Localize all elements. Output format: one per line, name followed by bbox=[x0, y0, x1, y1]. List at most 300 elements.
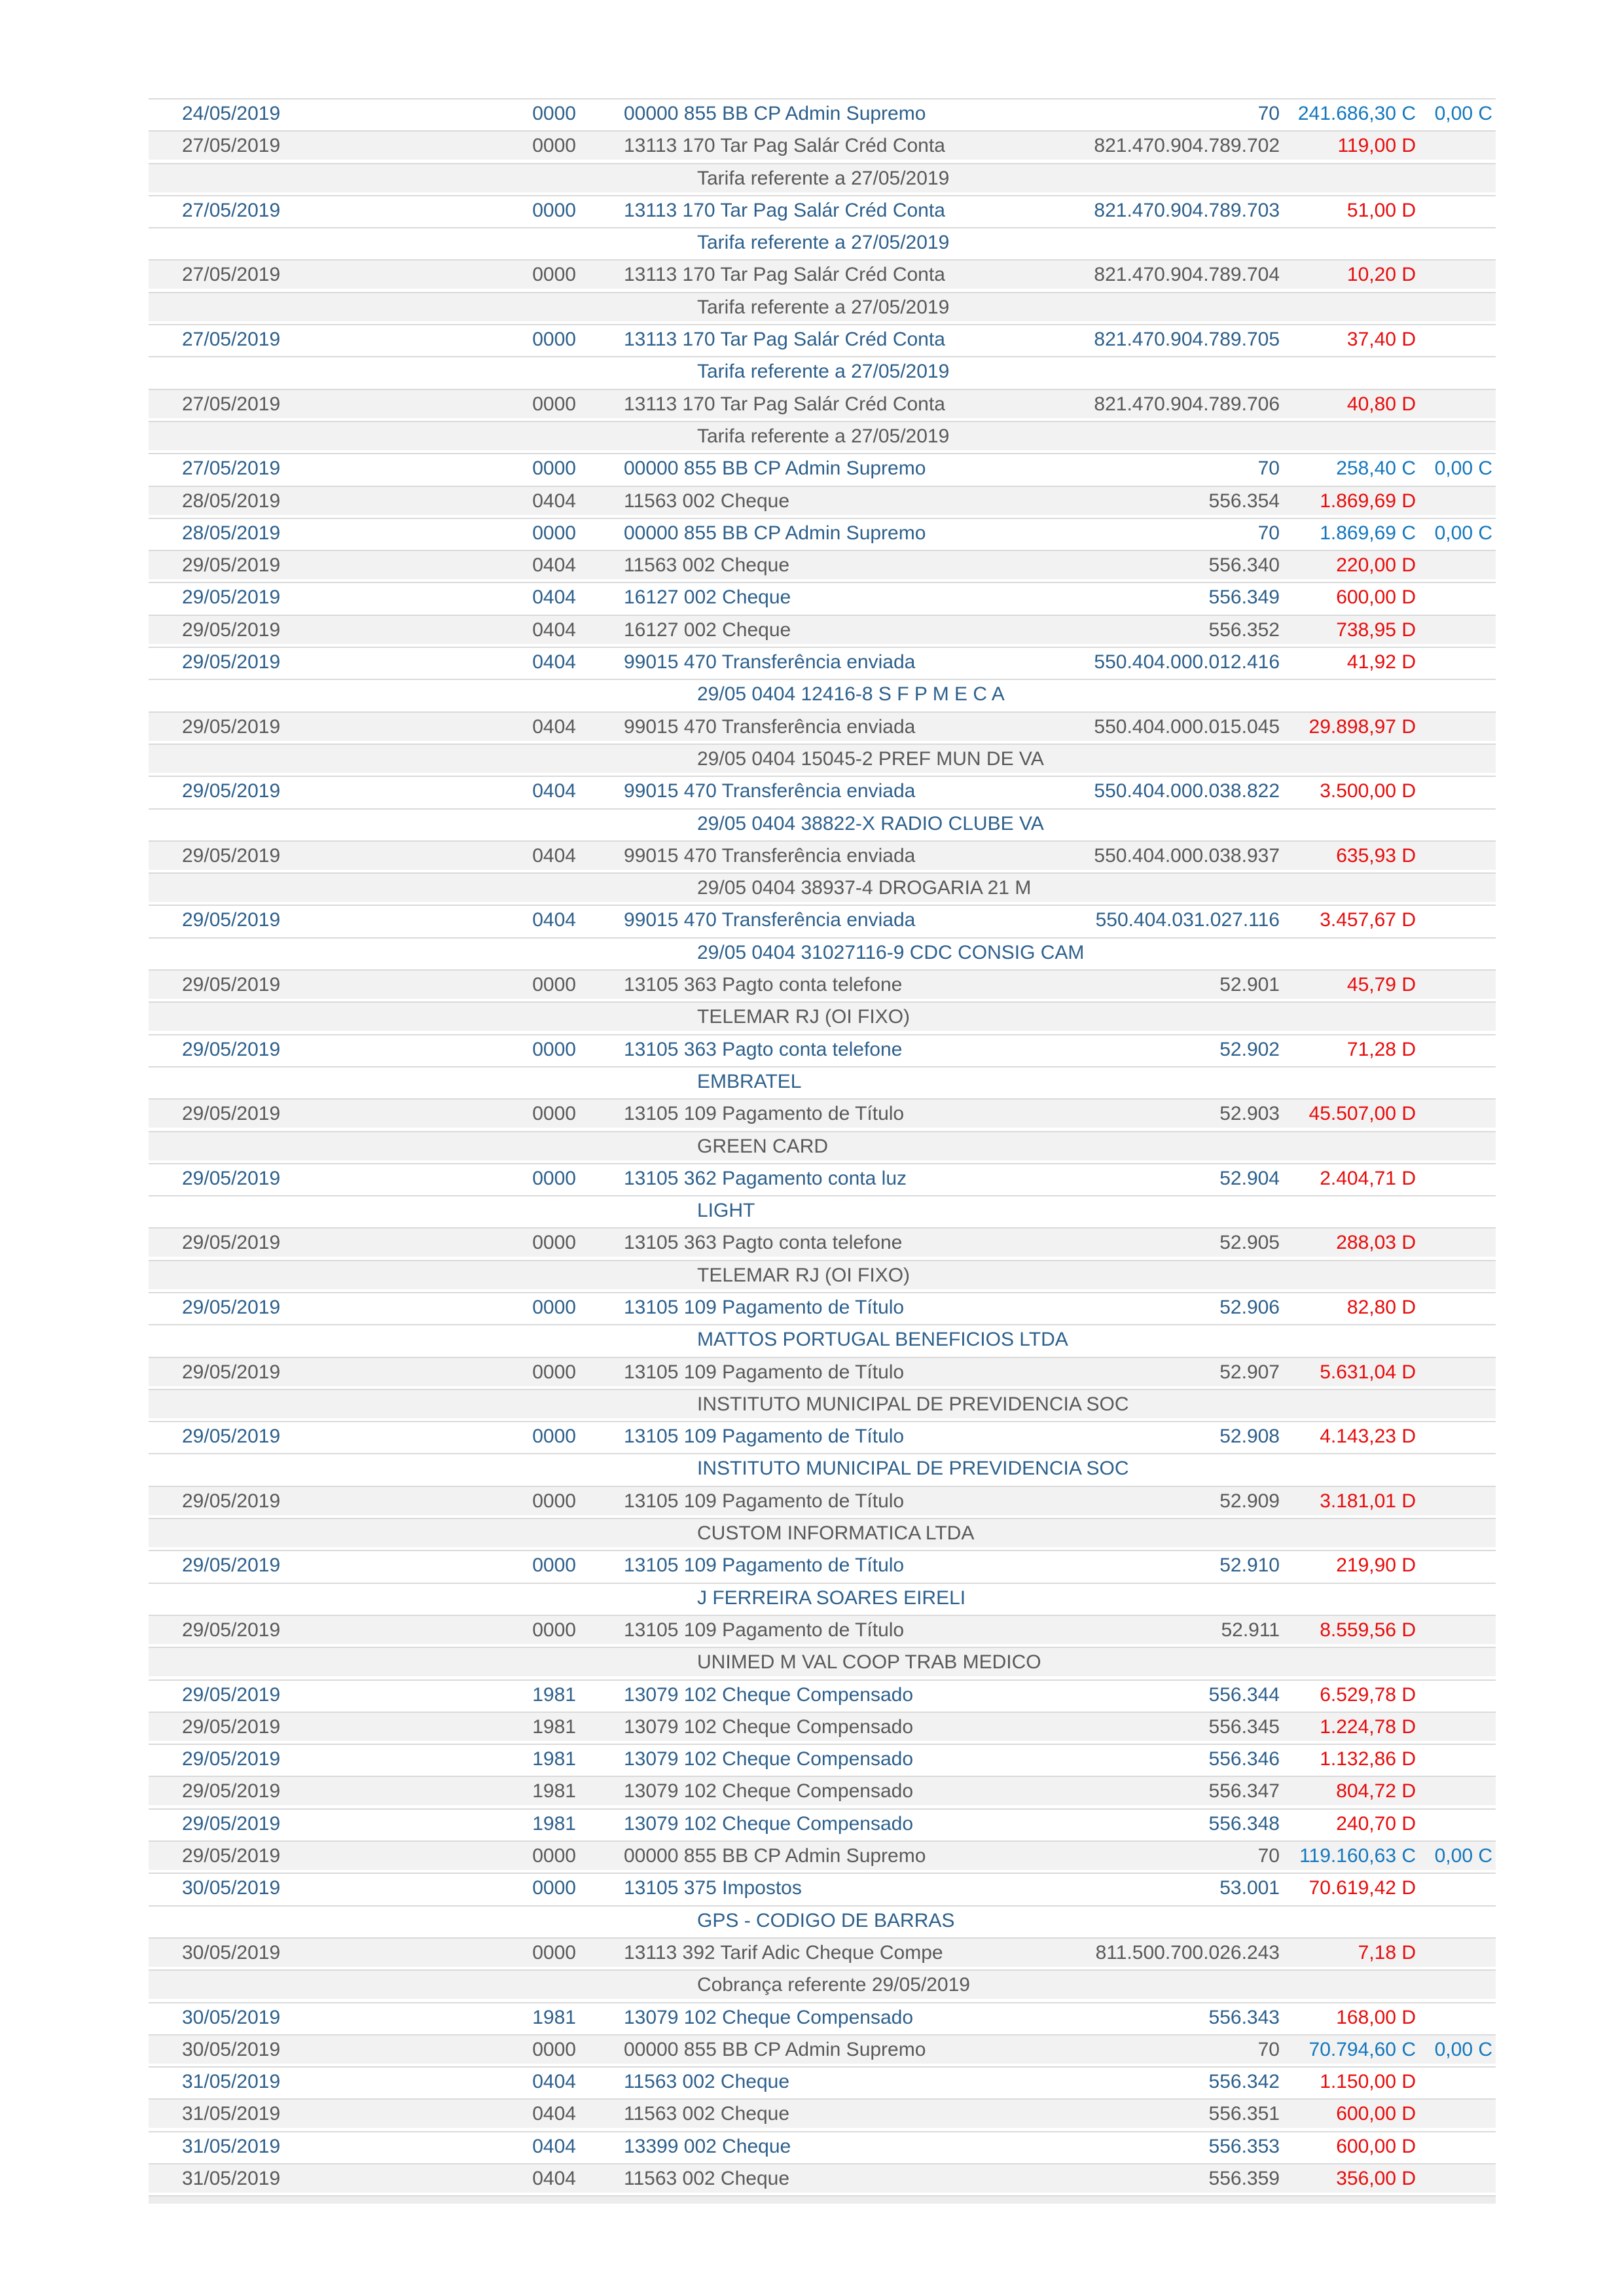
cell-agency: 0000 bbox=[532, 1877, 576, 1899]
cell-date: 29/05/2019 bbox=[182, 1038, 281, 1060]
cell-agency: 0000 bbox=[532, 1426, 576, 1448]
cell-amount: 70.794,60 C bbox=[1308, 2038, 1416, 2060]
cell-amount: 10,20 D bbox=[1346, 264, 1416, 286]
cell-history: 16127 002 Cheque bbox=[624, 586, 791, 609]
complement-row bbox=[149, 937, 1496, 967]
cell-history: 13105 362 Pagamento conta luz bbox=[624, 1167, 907, 1189]
transaction-row bbox=[149, 2002, 1496, 2032]
complement-row bbox=[149, 1647, 1496, 1676]
cell-complement: MATTOS PORTUGAL BENEFICIOS LTDA bbox=[697, 1329, 1068, 1351]
cell-document: 556.345 bbox=[1208, 1715, 1280, 1738]
cell-amount: 45.507,00 D bbox=[1308, 1103, 1416, 1125]
cell-history: 13105 109 Pagamento de Título bbox=[624, 1619, 905, 1641]
cell-agency: 0000 bbox=[532, 103, 576, 124]
cell-amount: 220,00 D bbox=[1336, 554, 1416, 577]
transaction-row bbox=[149, 905, 1496, 934]
cell-date: 29/05/2019 bbox=[182, 1232, 281, 1254]
cell-history: 13105 109 Pagamento de Título bbox=[624, 1490, 905, 1512]
cell-document: 52.904 bbox=[1219, 1167, 1280, 1189]
cell-amount: 119,00 D bbox=[1337, 135, 1416, 157]
cell-document: 556.344 bbox=[1208, 1683, 1280, 1706]
cell-date: 29/05/2019 bbox=[182, 844, 281, 867]
cell-complement: 29/05 0404 38822-X RADIO CLUBE VA bbox=[697, 812, 1044, 834]
cell-amount: 8.559,56 D bbox=[1320, 1619, 1416, 1641]
cell-date: 31/05/2019 bbox=[182, 2103, 281, 2125]
cell-document: 556.352 bbox=[1208, 619, 1280, 641]
cell-document: 556.353 bbox=[1208, 2135, 1280, 2157]
cell-agency: 0000 bbox=[532, 199, 576, 221]
cell-amount: 288,03 D bbox=[1336, 1232, 1416, 1254]
cell-date: 29/05/2019 bbox=[182, 1490, 281, 1512]
cell-document: 821.470.904.789.706 bbox=[1094, 393, 1280, 415]
statement-table bbox=[149, 98, 1496, 2204]
cell-agency: 0000 bbox=[532, 1296, 576, 1318]
cell-date: 31/05/2019 bbox=[182, 2135, 281, 2157]
cell-agency: 0000 bbox=[532, 1038, 576, 1060]
transaction-row bbox=[149, 486, 1496, 515]
complement-row bbox=[149, 1583, 1496, 1612]
cell-history: 13113 170 Tar Pag Salár Créd Conta bbox=[624, 393, 945, 415]
transaction-row bbox=[149, 776, 1496, 805]
cell-history: 99015 470 Transferência enviada bbox=[624, 651, 916, 673]
table-bottom-divider bbox=[149, 2195, 1496, 2204]
cell-date: 29/05/2019 bbox=[182, 1103, 281, 1125]
transaction-row bbox=[149, 582, 1496, 611]
transaction-row bbox=[149, 2066, 1496, 2096]
cell-history: 13079 102 Cheque Compensado bbox=[624, 1748, 914, 1770]
cell-agency: 0000 bbox=[532, 522, 576, 544]
transaction-row bbox=[149, 1163, 1496, 1193]
cell-date: 29/05/2019 bbox=[182, 586, 281, 609]
cell-amount: 1.869,69 D bbox=[1320, 490, 1416, 512]
cell-amount: 1.150,00 D bbox=[1320, 2071, 1416, 2093]
cell-document: 550.404.000.038.822 bbox=[1094, 780, 1280, 802]
cell-history: 11563 002 Cheque bbox=[624, 2103, 790, 2125]
cell-amount: 241.686,30 C bbox=[1297, 103, 1416, 124]
transaction-row bbox=[149, 130, 1496, 160]
cell-history: 13105 109 Pagamento de Título bbox=[624, 1361, 905, 1383]
transaction-row bbox=[149, 1098, 1496, 1128]
cell-history: 16127 002 Cheque bbox=[624, 619, 791, 641]
transaction-row bbox=[149, 1486, 1496, 1515]
transaction-row bbox=[149, 1679, 1496, 1709]
cell-history: 13399 002 Cheque bbox=[624, 2135, 791, 2157]
transaction-row bbox=[149, 1744, 1496, 1773]
transaction-row bbox=[149, 2098, 1496, 2128]
cell-amount: 1.132,86 D bbox=[1320, 1748, 1416, 1770]
cell-agency: 0000 bbox=[532, 1619, 576, 1641]
complement-row bbox=[149, 1518, 1496, 1547]
cell-history: 00000 855 BB CP Admin Supremo bbox=[624, 522, 926, 544]
cell-history: 13079 102 Cheque Compensado bbox=[624, 1683, 914, 1706]
cell-history: 13113 392 Tarif Adic Cheque Compe bbox=[624, 1941, 943, 1964]
cell-amount: 219,90 D bbox=[1336, 1554, 1416, 1577]
cell-agency: 0000 bbox=[532, 1103, 576, 1125]
cell-history: 13105 109 Pagamento de Título bbox=[624, 1554, 905, 1577]
transaction-row bbox=[149, 98, 1496, 128]
transaction-row bbox=[149, 1357, 1496, 1386]
cell-amount: 3.500,00 D bbox=[1320, 780, 1416, 802]
cell-amount-blocked: 0,00 C bbox=[1434, 457, 1492, 480]
complement-row bbox=[149, 1131, 1496, 1160]
cell-document: 821.470.904.789.702 bbox=[1094, 135, 1280, 157]
cell-history: 13105 109 Pagamento de Título bbox=[624, 1296, 905, 1318]
cell-agency: 0000 bbox=[532, 329, 576, 351]
cell-date: 29/05/2019 bbox=[182, 651, 281, 673]
cell-history: 11563 002 Cheque bbox=[624, 490, 790, 512]
transaction-row bbox=[149, 2034, 1496, 2064]
cell-amount: 600,00 D bbox=[1336, 2103, 1416, 2125]
transaction-row bbox=[149, 550, 1496, 579]
transaction-row bbox=[149, 1712, 1496, 1741]
cell-complement: UNIMED M VAL COOP TRAB MEDICO bbox=[697, 1651, 1041, 1674]
cell-history: 13105 109 Pagamento de Título bbox=[624, 1426, 905, 1448]
cell-date: 29/05/2019 bbox=[182, 1361, 281, 1383]
cell-agency: 0000 bbox=[532, 974, 576, 996]
cell-amount: 804,72 D bbox=[1336, 1780, 1416, 1803]
transaction-row bbox=[149, 1873, 1496, 1902]
cell-agency: 0000 bbox=[532, 1845, 576, 1867]
cell-amount: 3.181,01 D bbox=[1320, 1490, 1416, 1512]
complement-row bbox=[149, 1389, 1496, 1418]
cell-document: 70 bbox=[1257, 1845, 1280, 1867]
cell-date: 29/05/2019 bbox=[182, 1812, 281, 1835]
complement-row bbox=[149, 1969, 1496, 1999]
cell-date: 27/05/2019 bbox=[182, 199, 281, 221]
complement-row bbox=[149, 872, 1496, 902]
cell-date: 30/05/2019 bbox=[182, 2038, 281, 2060]
cell-complement: Tarifa referente a 27/05/2019 bbox=[697, 296, 950, 318]
cell-agency: 1981 bbox=[532, 2006, 576, 2028]
cell-document: 556.348 bbox=[1208, 1812, 1280, 1835]
transaction-row bbox=[149, 1227, 1496, 1257]
cell-amount: 1.869,69 C bbox=[1320, 522, 1416, 544]
cell-document: 52.902 bbox=[1219, 1038, 1280, 1060]
cell-agency: 0404 bbox=[532, 490, 576, 512]
transaction-row bbox=[149, 1808, 1496, 1838]
cell-agency: 0404 bbox=[532, 2103, 576, 2125]
cell-document: 53.001 bbox=[1219, 1877, 1280, 1899]
cell-document: 550.404.000.038.937 bbox=[1094, 844, 1280, 867]
complement-row bbox=[149, 1905, 1496, 1935]
cell-document: 556.340 bbox=[1208, 554, 1280, 577]
cell-agency: 0404 bbox=[532, 909, 576, 931]
cell-history: 13113 170 Tar Pag Salár Créd Conta bbox=[624, 135, 945, 157]
cell-amount-blocked: 0,00 C bbox=[1434, 103, 1492, 124]
complement-row bbox=[149, 679, 1496, 708]
cell-date: 29/05/2019 bbox=[182, 715, 281, 738]
cell-agency: 0404 bbox=[532, 619, 576, 641]
cell-amount: 738,95 D bbox=[1336, 619, 1416, 641]
cell-history: 00000 855 BB CP Admin Supremo bbox=[624, 2038, 926, 2060]
cell-amount: 70.619,42 D bbox=[1308, 1877, 1416, 1899]
cell-date: 29/05/2019 bbox=[182, 554, 281, 577]
transaction-row bbox=[149, 259, 1496, 289]
cell-history: 11563 002 Cheque bbox=[624, 2168, 790, 2189]
transaction-row bbox=[149, 1776, 1496, 1805]
cell-amount: 82,80 D bbox=[1346, 1296, 1416, 1318]
complement-row bbox=[149, 356, 1496, 386]
cell-agency: 1981 bbox=[532, 1780, 576, 1803]
cell-document: 556.354 bbox=[1208, 490, 1280, 512]
cell-date: 29/05/2019 bbox=[182, 1780, 281, 1803]
cell-document: 70 bbox=[1257, 457, 1280, 480]
cell-date: 31/05/2019 bbox=[182, 2168, 281, 2189]
cell-date: 29/05/2019 bbox=[182, 974, 281, 996]
complement-row bbox=[149, 1066, 1496, 1096]
transaction-row bbox=[149, 2131, 1496, 2161]
cell-complement: J FERREIRA SOARES EIRELI bbox=[697, 1587, 966, 1609]
complement-row bbox=[149, 1324, 1496, 1354]
cell-amount: 635,93 D bbox=[1336, 844, 1416, 867]
cell-history: 13105 363 Pagto conta telefone bbox=[624, 974, 903, 996]
cell-complement: Tarifa referente a 27/05/2019 bbox=[697, 361, 950, 383]
cell-date: 29/05/2019 bbox=[182, 1554, 281, 1577]
cell-history: 00000 855 BB CP Admin Supremo bbox=[624, 103, 926, 124]
cell-history: 99015 470 Transferência enviada bbox=[624, 715, 916, 738]
cell-history: 13079 102 Cheque Compensado bbox=[624, 1812, 914, 1835]
cell-document: 556.349 bbox=[1208, 586, 1280, 609]
transaction-row bbox=[149, 1292, 1496, 1321]
cell-date: 30/05/2019 bbox=[182, 1941, 281, 1964]
transaction-row bbox=[149, 1034, 1496, 1064]
cell-history: 00000 855 BB CP Admin Supremo bbox=[624, 1845, 926, 1867]
cell-agency: 1981 bbox=[532, 1748, 576, 1770]
cell-document: 70 bbox=[1257, 2038, 1280, 2060]
cell-agency: 1981 bbox=[532, 1715, 576, 1738]
cell-document: 52.903 bbox=[1219, 1103, 1280, 1125]
cell-document: 70 bbox=[1257, 522, 1280, 544]
cell-document: 821.470.904.789.704 bbox=[1094, 264, 1280, 286]
cell-date: 27/05/2019 bbox=[182, 135, 281, 157]
transaction-row bbox=[149, 1937, 1496, 1967]
cell-amount: 41,92 D bbox=[1346, 651, 1416, 673]
complement-row bbox=[149, 163, 1496, 192]
cell-agency: 0000 bbox=[532, 1554, 576, 1577]
cell-complement: Tarifa referente a 27/05/2019 bbox=[697, 425, 950, 447]
cell-amount: 45,79 D bbox=[1346, 974, 1416, 996]
cell-document: 550.404.031.027.116 bbox=[1095, 909, 1280, 931]
cell-history: 11563 002 Cheque bbox=[624, 2071, 790, 2093]
cell-agency: 0404 bbox=[532, 2071, 576, 2093]
cell-agency: 0000 bbox=[532, 1361, 576, 1383]
cell-date: 27/05/2019 bbox=[182, 457, 281, 480]
cell-date: 29/05/2019 bbox=[182, 909, 281, 931]
cell-amount: 240,70 D bbox=[1336, 1812, 1416, 1835]
complement-row bbox=[149, 421, 1496, 450]
cell-history: 13079 102 Cheque Compensado bbox=[624, 1780, 914, 1803]
cell-document: 52.906 bbox=[1219, 1296, 1280, 1318]
cell-document: 556.342 bbox=[1208, 2071, 1280, 2093]
cell-document: 70 bbox=[1257, 103, 1280, 124]
cell-date: 28/05/2019 bbox=[182, 522, 281, 544]
cell-amount: 600,00 D bbox=[1336, 2135, 1416, 2157]
cell-amount: 356,00 D bbox=[1336, 2168, 1416, 2189]
cell-date: 29/05/2019 bbox=[182, 780, 281, 802]
cell-complement: 29/05 0404 12416-8 S F P M E C A bbox=[697, 683, 1005, 706]
transaction-row bbox=[149, 615, 1496, 644]
cell-date: 29/05/2019 bbox=[182, 1619, 281, 1641]
cell-complement: 29/05 0404 38937-4 DROGARIA 21 M bbox=[697, 877, 1032, 899]
cell-date: 30/05/2019 bbox=[182, 1877, 281, 1899]
cell-date: 31/05/2019 bbox=[182, 2071, 281, 2093]
transaction-row bbox=[149, 453, 1496, 482]
complement-row bbox=[149, 227, 1496, 257]
transaction-row bbox=[149, 711, 1496, 741]
cell-amount-blocked: 0,00 C bbox=[1434, 1845, 1492, 1867]
cell-date: 24/05/2019 bbox=[182, 103, 281, 124]
cell-amount: 6.529,78 D bbox=[1320, 1683, 1416, 1706]
cell-document: 556.347 bbox=[1208, 1780, 1280, 1803]
cell-date: 29/05/2019 bbox=[182, 1426, 281, 1448]
cell-date: 29/05/2019 bbox=[182, 1296, 281, 1318]
cell-amount: 29.898,97 D bbox=[1308, 715, 1416, 738]
cell-amount: 4.143,23 D bbox=[1320, 1426, 1416, 1448]
cell-complement: Tarifa referente a 27/05/2019 bbox=[697, 232, 950, 254]
transaction-rows bbox=[149, 98, 1496, 2193]
cell-complement: TELEMAR RJ (OI FIXO) bbox=[697, 1006, 911, 1028]
cell-history: 13113 170 Tar Pag Salár Créd Conta bbox=[624, 329, 945, 351]
cell-complement: CUSTOM INFORMATICA LTDA bbox=[697, 1522, 975, 1545]
cell-history: 13079 102 Cheque Compensado bbox=[624, 1715, 914, 1738]
complement-row bbox=[149, 292, 1496, 321]
cell-date: 29/05/2019 bbox=[182, 1683, 281, 1706]
cell-agency: 0404 bbox=[532, 586, 576, 609]
cell-agency: 0000 bbox=[532, 1941, 576, 1964]
cell-amount: 168,00 D bbox=[1336, 2006, 1416, 2028]
cell-amount: 7,18 D bbox=[1358, 1941, 1416, 1964]
cell-date: 29/05/2019 bbox=[182, 619, 281, 641]
cell-document: 556.359 bbox=[1208, 2168, 1280, 2189]
cell-amount: 2.404,71 D bbox=[1320, 1167, 1416, 1189]
cell-document: 556.351 bbox=[1208, 2103, 1280, 2125]
cell-history: 99015 470 Transferência enviada bbox=[624, 844, 916, 867]
transaction-row bbox=[149, 1840, 1496, 1870]
cell-date: 28/05/2019 bbox=[182, 490, 281, 512]
cell-date: 29/05/2019 bbox=[182, 1167, 281, 1189]
cell-amount: 119.160,63 C bbox=[1299, 1845, 1416, 1867]
cell-amount-blocked: 0,00 C bbox=[1434, 2038, 1492, 2060]
cell-complement: 29/05 0404 15045-2 PREF MUN DE VA bbox=[697, 747, 1044, 770]
cell-agency: 0404 bbox=[532, 2135, 576, 2157]
transaction-row bbox=[149, 1550, 1496, 1579]
cell-agency: 0000 bbox=[532, 1232, 576, 1254]
transaction-row bbox=[149, 969, 1496, 999]
cell-date: 27/05/2019 bbox=[182, 393, 281, 415]
cell-document: 821.470.904.789.703 bbox=[1094, 199, 1280, 221]
cell-document: 52.907 bbox=[1219, 1361, 1280, 1383]
cell-date: 27/05/2019 bbox=[182, 329, 281, 351]
cell-history: 13079 102 Cheque Compensado bbox=[624, 2006, 914, 2028]
cell-history: 13105 363 Pagto conta telefone bbox=[624, 1232, 903, 1254]
transaction-row bbox=[149, 647, 1496, 676]
cell-document: 52.911 bbox=[1221, 1619, 1280, 1641]
cell-document: 52.901 bbox=[1219, 974, 1280, 996]
cell-history: 11563 002 Cheque bbox=[624, 554, 790, 577]
cell-document: 556.343 bbox=[1208, 2006, 1280, 2028]
cell-document: 52.909 bbox=[1219, 1490, 1280, 1512]
cell-amount: 1.224,78 D bbox=[1320, 1715, 1416, 1738]
cell-amount: 600,00 D bbox=[1336, 586, 1416, 609]
cell-complement: EMBRATEL bbox=[697, 1070, 802, 1092]
cell-history: 99015 470 Transferência enviada bbox=[624, 909, 916, 931]
complement-row bbox=[149, 1260, 1496, 1289]
cell-complement: GREEN CARD bbox=[697, 1135, 829, 1157]
cell-agency: 0000 bbox=[532, 2038, 576, 2060]
cell-complement: GPS - CODIGO DE BARRAS bbox=[697, 1909, 955, 1931]
cell-agency: 1981 bbox=[532, 1683, 576, 1706]
cell-agency: 0404 bbox=[532, 2168, 576, 2189]
cell-agency: 0404 bbox=[532, 844, 576, 867]
cell-agency: 1981 bbox=[532, 1812, 576, 1835]
cell-complement: INSTITUTO MUNICIPAL DE PREVIDENCIA SOC bbox=[697, 1393, 1129, 1415]
cell-amount-blocked: 0,00 C bbox=[1434, 522, 1492, 544]
cell-agency: 0000 bbox=[532, 1490, 576, 1512]
cell-agency: 0000 bbox=[532, 457, 576, 480]
cell-document: 52.905 bbox=[1219, 1232, 1280, 1254]
transaction-row bbox=[149, 518, 1496, 547]
cell-agency: 0404 bbox=[532, 780, 576, 802]
cell-date: 29/05/2019 bbox=[182, 1845, 281, 1867]
transaction-row bbox=[149, 195, 1496, 224]
cell-date: 29/05/2019 bbox=[182, 1715, 281, 1738]
cell-document: 550.404.000.012.416 bbox=[1094, 651, 1280, 673]
cell-complement: Tarifa referente a 27/05/2019 bbox=[697, 167, 950, 189]
cell-date: 29/05/2019 bbox=[182, 1748, 281, 1770]
cell-history: 99015 470 Transferência enviada bbox=[624, 780, 916, 802]
cell-document: 52.908 bbox=[1219, 1426, 1280, 1448]
transaction-row bbox=[149, 389, 1496, 418]
cell-amount: 258,40 C bbox=[1336, 457, 1416, 480]
transaction-row bbox=[149, 840, 1496, 870]
cell-document: 556.346 bbox=[1208, 1748, 1280, 1770]
complement-row bbox=[149, 808, 1496, 838]
cell-history: 13113 170 Tar Pag Salár Créd Conta bbox=[624, 199, 945, 221]
cell-agency: 0000 bbox=[532, 393, 576, 415]
cell-agency: 0404 bbox=[532, 651, 576, 673]
cell-amount: 5.631,04 D bbox=[1320, 1361, 1416, 1383]
cell-amount: 40,80 D bbox=[1346, 393, 1416, 415]
cell-history: 13105 375 Impostos bbox=[624, 1877, 802, 1899]
cell-history: 13105 109 Pagamento de Título bbox=[624, 1103, 905, 1125]
cell-agency: 0000 bbox=[532, 264, 576, 286]
cell-agency: 0404 bbox=[532, 715, 576, 738]
cell-amount: 3.457,67 D bbox=[1320, 909, 1416, 931]
cell-complement: LIGHT bbox=[697, 1200, 755, 1222]
transaction-row bbox=[149, 1615, 1496, 1644]
cell-history: 00000 855 BB CP Admin Supremo bbox=[624, 457, 926, 480]
cell-complement: Cobrança referente 29/05/2019 bbox=[697, 1974, 970, 1996]
cell-history: 13113 170 Tar Pag Salár Créd Conta bbox=[624, 264, 945, 286]
complement-row bbox=[149, 1001, 1496, 1031]
cell-amount: 71,28 D bbox=[1346, 1038, 1416, 1060]
cell-document: 811.500.700.026.243 bbox=[1095, 1941, 1280, 1964]
cell-agency: 0000 bbox=[532, 135, 576, 157]
cell-amount: 37,40 D bbox=[1346, 329, 1416, 351]
transaction-row bbox=[149, 1421, 1496, 1450]
cell-history: 13105 363 Pagto conta telefone bbox=[624, 1038, 903, 1060]
cell-document: 52.910 bbox=[1219, 1554, 1280, 1577]
complement-row bbox=[149, 1453, 1496, 1482]
complement-row bbox=[149, 1195, 1496, 1225]
cell-date: 30/05/2019 bbox=[182, 2006, 281, 2028]
cell-date: 27/05/2019 bbox=[182, 264, 281, 286]
complement-row bbox=[149, 744, 1496, 773]
cell-document: 821.470.904.789.705 bbox=[1094, 329, 1280, 351]
cell-complement: INSTITUTO MUNICIPAL DE PREVIDENCIA SOC bbox=[697, 1458, 1129, 1480]
cell-amount: 51,00 D bbox=[1346, 199, 1416, 221]
cell-complement: TELEMAR RJ (OI FIXO) bbox=[697, 1264, 911, 1286]
